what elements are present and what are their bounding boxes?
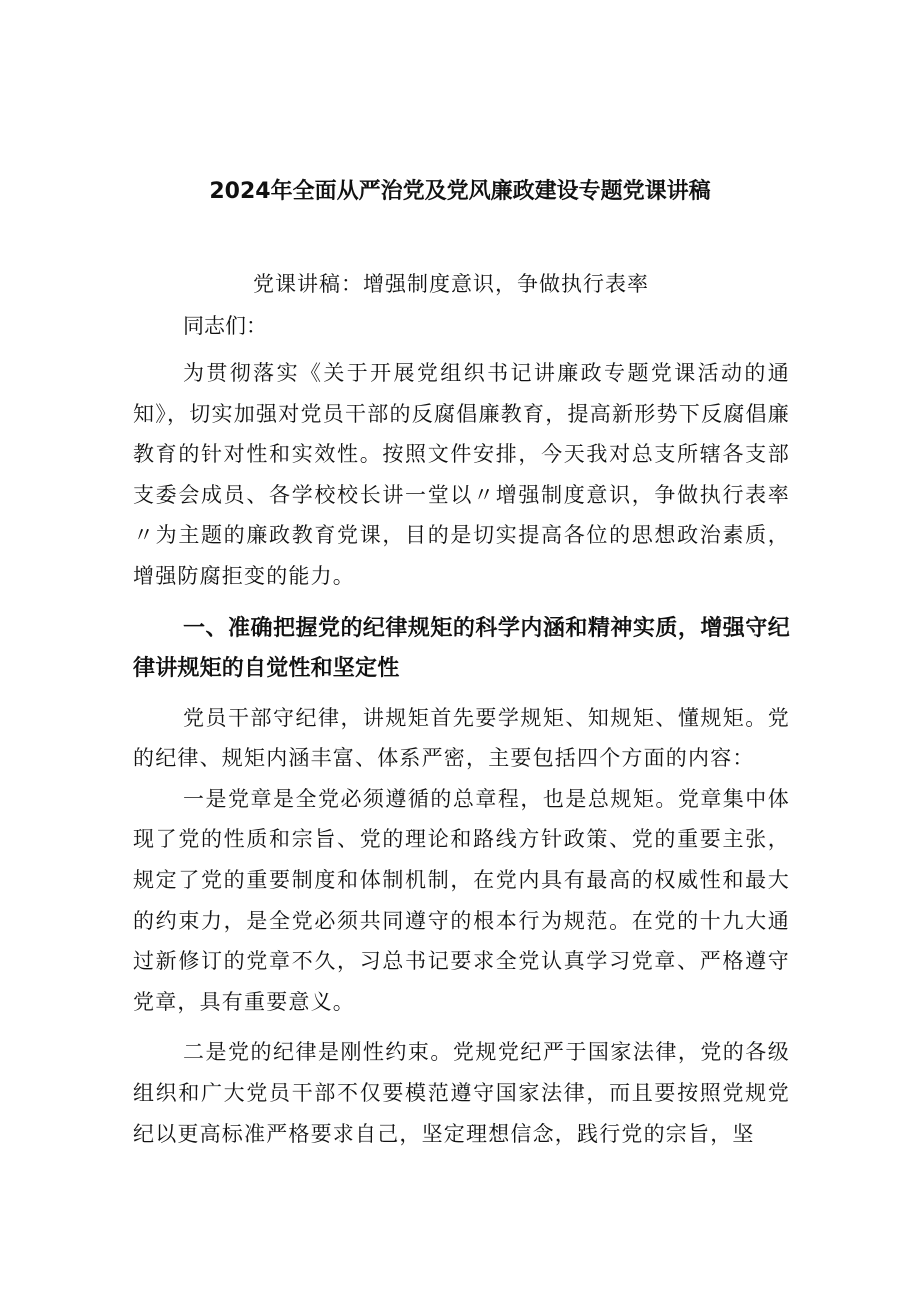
section-heading-1: 一、准确把握党的纪律规矩的科学内涵和精神实质，增强守纪律讲规矩的自觉性和坚定性 [133,615,790,681]
intro-paragraph: 为贯彻落实《关于开展党组织书记讲廉政专题党课活动的通知》，切实加强对党员干部的反腐倡廉教育，提高新形势下反腐倡廉教育的针对性和实效性。按照文件安排，今天我对总支所辖各支部支委会成员、各学校校长讲一堂以〃增强制度意识，争做执行表率〃为主题的廉政教育党课，目的是切实提高各位的思想政治素质，增强防腐拒变的能力。 [133,361,790,588]
salutation: 同志们： [183,314,267,338]
document-title: 2024年全面从严治党及党风廉政建设专题党课讲稿 [209,179,711,204]
document-body [133,266,790,1154]
document-subtitle: 党课讲稿：增强制度意识，争做执行表率 [253,272,649,296]
body-paragraph: 一是党章是全党必须遵循的总章程，也是总规矩。党章集中体现了党的性质和宗旨、党的理论和路线方针政策、党的重要主张，规定了党的重要制度和体制机制，在党内具有最高的权威性和最大的约束力，是全党必须共同遵守的根本行为规范。在党的十九大通过新修订的党章不久，习总书记要求全党认真学习党章、严格遵守党章，具有重要意义。 [133,786,790,1014]
body-paragraph: 党员干部守纪律，讲规矩首先要学规矩、知规矩、懂规矩。党的纪律、规矩内涵丰富、体系严密，主要包括四个方面的内容： [133,705,790,771]
body-paragraph: 二是党的纪律是刚性约束。党规党纪严于国家法律，党的各级组织和广大党员干部不仅要模范遵守国家法律，而且要按照党规党纪以更高标准严格要求自己，坚定理想信念，践行党的宗旨，坚 [133,1040,790,1146]
